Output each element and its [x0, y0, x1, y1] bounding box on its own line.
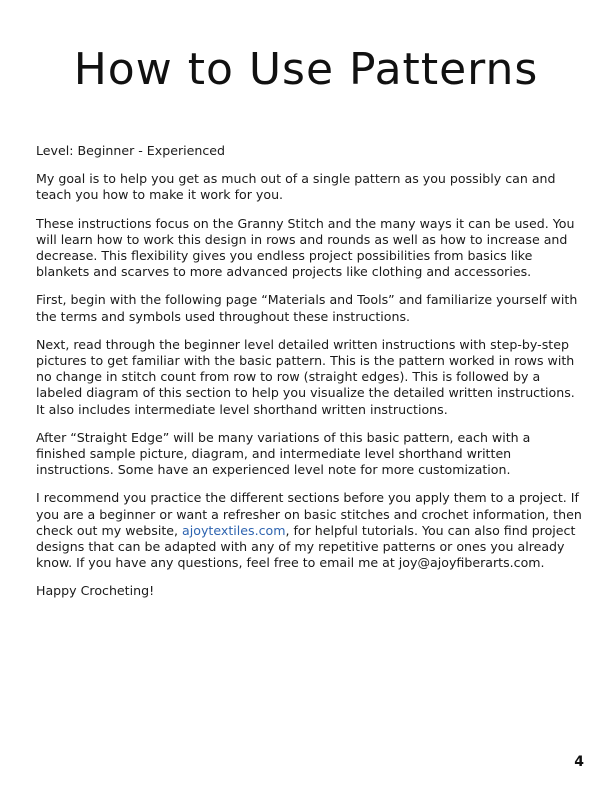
paragraph-first: First, begin with the following page “Materials and Tools” and familiarize yourself with the terms and symbols used throughout these instructions. — [36, 292, 578, 324]
paragraph-goal: My goal is to help you get as much out of a single pattern as you possibly can and teach you how to make it work for you. — [36, 171, 556, 203]
paragraph-level: Level: Beginner - Experienced — [36, 143, 226, 158]
paragraph-closing: Happy Crocheting! — [36, 583, 155, 599]
paragraph-after: After “Straight Edge” will be many variations of this basic pattern, each with a finished sample picture, diagram, and intermediate level shorthand written instructions. Some have an experienced level note for more customization. — [36, 429, 531, 478]
page-number: 4 — [574, 754, 584, 770]
recommend-text-after: , for helpful tutorials. You can also find project designs that can be adapted with any of my repetitive patterns or ones you already know. If you have any questions, feel free to email me at joy@ajoyfiberarts.com. — [36, 522, 576, 571]
paragraph-next: Next, read through the beginner level detailed written instructions with step-by-step pictures to get familiar with the basic pattern. This is the pattern worked in rows with no change in stitch count from row to row (straight edges). This is followed by a labeled diagram of this section to help you visualize the detailed written instructions. It also includes intermediate level shorthand written instructions. — [36, 336, 575, 417]
website-link[interactable]: ajoytextiles.com — [182, 522, 286, 538]
page-title: How to Use Patterns — [73, 44, 539, 95]
paragraph-focus: These instructions focus on the Granny Stitch and the many ways it can be used. You will learn how to work this design in rows and rounds as well as how to increase and decrease. This flexibility gives you endless project possibilities from basics like blankets and scarves to more advanced projects like clothing and accessories. — [36, 215, 575, 280]
body-text — [36, 143, 584, 612]
recommend-text-before: I recommend you practice the different sections before you apply them to a project. If you are a beginner or want a refresher on basic stitches and crochet information, then check out my website, — [36, 490, 582, 538]
paragraph-recommend — [36, 490, 584, 571]
